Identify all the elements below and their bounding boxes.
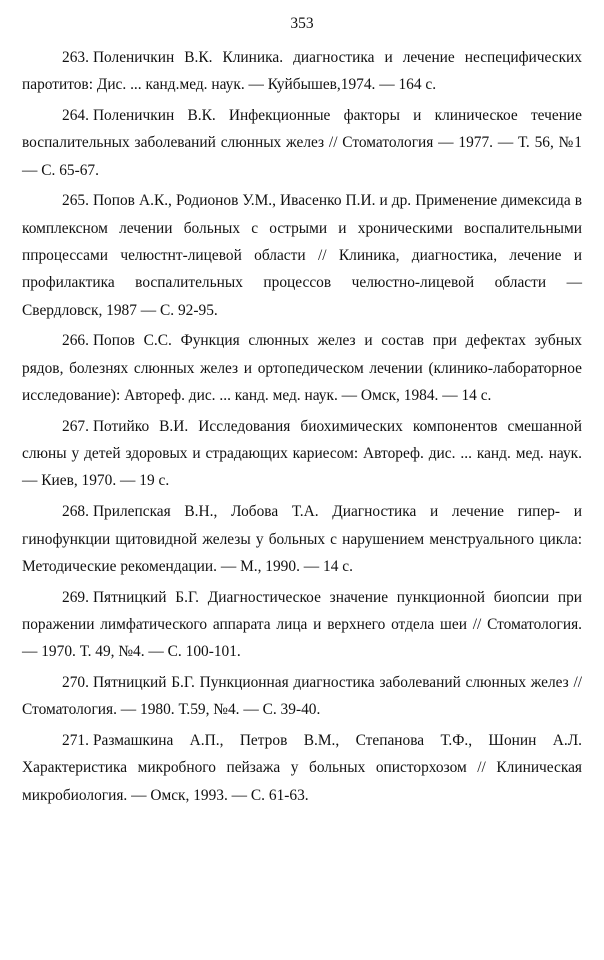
reference-item (22, 44, 582, 99)
reference-item (22, 327, 582, 409)
reference-item (22, 187, 582, 323)
reference-text: Попов С.С. Функция слюнных желез и состав при дефектах зубных рядов, болезнях слюнных желез и ортопедическом лечении (клинико-лабораторное исследование): Автореф. дис. ... канд. мед. наук. — Омск, 1984. — 14 с. (22, 332, 582, 405)
reference-item (22, 102, 582, 184)
reference-item (22, 584, 582, 666)
reference-list (22, 44, 582, 813)
reference-text: Пятницкий Б.Г. Пункционная диагностика заболеваний слюнных желез // Стоматология. — 1980. Т.59, №4. — С. 39-40. (22, 674, 582, 719)
reference-number: 263. (62, 49, 89, 66)
reference-number: 271. (62, 732, 89, 750)
reference-item (22, 669, 582, 724)
reference-number: 269. (62, 588, 89, 606)
reference-number: 268. (62, 503, 89, 521)
reference-item (22, 498, 582, 580)
reference-text: Попов А.К., Родионов У.М., Ивасенко П.И. и др. Применение димексида в комплексном лечении больных с острыми и хроническими воспалительными ппроцессами челюстнт-лицевой области // Клиника, диагностика, лечение и профилактика воспалительных процессов челюстно-лицевой области — Свердловск, 1987 — С. 92-95. (22, 192, 582, 319)
page-number: 353 (290, 15, 314, 32)
reference-number: 266. (62, 332, 89, 350)
reference-text: Пятницкий Б.Г. Диагностическое значение пункционной биопсии при поражении лимфатического аппарата лица и верхнего отдела шеи // Стоматология. — 1970. Т. 49, №4. — С. 100-101. (22, 588, 582, 661)
reference-text: Прилепская В.Н., Лобова Т.А. Диагностика и лечение гипер- и гинофункции щитовидной железы у больных с нарушением менструального цикла: Методические рекомендации. — М., 1990. — 14 с. (22, 503, 582, 575)
reference-number: 270. (62, 674, 89, 692)
reference-number: 264. (62, 107, 89, 125)
reference-number: 267. (62, 417, 89, 435)
reference-item (22, 413, 582, 495)
reference-number: 265. (62, 192, 89, 210)
reference-text: Поленичкин В.К. Инфекционные факторы и клиническое течение воспалительных заболеваний слюнных желез // Стоматология — 1977. — Т. 56, №1 — С. 65-67. (22, 107, 582, 179)
reference-item (22, 727, 582, 809)
reference-text: Потийко В.И. Исследования биохимических компонентов смешанной слюны у детей здоровых и страдающих кариесом: Автореф. дис. ... канд. мед. наук. — Киев, 1970. — 19 с. (22, 417, 582, 490)
reference-text: Поленичкин В.К. Клиника. диагностика и лечение неспецифических паротитов: Дис. ... канд.мед. наук. — Куйбышев,1974. — 164 с. (22, 49, 582, 94)
reference-text: Размашкина А.П., Петров В.М., Степанова Т.Ф., Шонин А.Л. Характеристика микробного пейзажа у больных описторхозом // Клиническая микробиология. — Омск, 1993. — С. 61-63. (22, 732, 582, 804)
